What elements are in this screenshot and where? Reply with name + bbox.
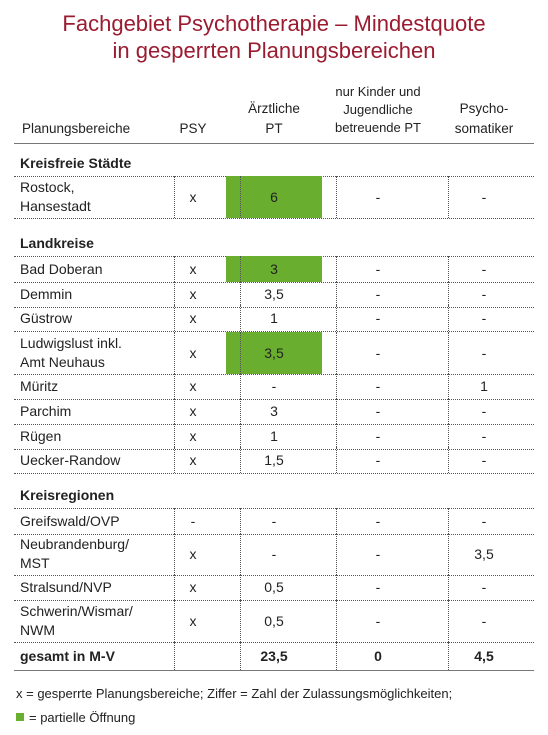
row-psy: x xyxy=(189,309,197,326)
row-psychosomatiker: 1 xyxy=(480,377,488,394)
column-divider xyxy=(336,373,337,399)
column-divider xyxy=(240,600,241,642)
header-planungsbereiche: Planungsbereiche xyxy=(22,121,131,136)
column-divider xyxy=(240,373,241,399)
row-psy: x xyxy=(189,260,197,277)
section-label xyxy=(14,230,534,256)
column-divider xyxy=(448,574,449,600)
row-kinder-pt: - xyxy=(375,188,381,205)
table-row xyxy=(14,373,534,399)
header-kinder-line: nur Kinder und xyxy=(335,84,421,99)
row-psy: x xyxy=(189,285,197,302)
column-divider xyxy=(174,305,175,331)
column-divider xyxy=(240,447,241,473)
row-psychosomatiker: - xyxy=(481,612,487,629)
footer-legend: x = gesperrte Planungsbereiche; Ziffer = Zahl der Zulassungsmöglichkeiten; xyxy=(16,686,453,701)
row-psy: x xyxy=(189,427,197,444)
table-row xyxy=(14,533,534,575)
row-aerztliche-pt: 0,5 xyxy=(264,578,284,595)
column-divider xyxy=(174,642,175,670)
header-aerztliche-pt-line: Ärztliche xyxy=(248,101,300,116)
row-planungsbereich: Rostock, Hansestadt xyxy=(20,179,91,214)
row-planungsbereich: Parchim xyxy=(20,402,72,419)
row-kinder-pt: - xyxy=(375,344,381,361)
column-divider xyxy=(448,281,449,307)
row-psychosomatiker: - xyxy=(481,578,487,595)
row-kinder-pt: - xyxy=(375,285,381,302)
column-divider xyxy=(336,508,337,534)
column-divider xyxy=(448,600,449,642)
row-planungsbereich: Ludwigslust inkl. Amt Neuhaus xyxy=(20,335,122,370)
row-planungsbereich: Stralsund/NVP xyxy=(20,578,112,595)
row-kinder-pt: - xyxy=(375,612,381,629)
table-row xyxy=(14,281,534,307)
header-psychosomatiker-line: somatiker xyxy=(454,121,514,136)
row-psychosomatiker: - xyxy=(481,285,487,302)
row-psychosomatiker: - xyxy=(481,512,487,529)
table-row xyxy=(14,600,534,642)
row-aerztliche-pt: 1 xyxy=(270,309,278,326)
row-kinder-pt: - xyxy=(375,377,381,394)
row-kinder-pt: - xyxy=(375,427,381,444)
title-line-2: in gesperrten Planungsbereichen xyxy=(112,38,436,63)
column-divider xyxy=(174,423,175,449)
header-psychosomatiker xyxy=(434,101,534,137)
column-divider xyxy=(240,305,241,331)
row-psy: - xyxy=(190,512,196,529)
table-bottom-rule xyxy=(14,670,534,671)
column-divider xyxy=(240,574,241,600)
column-divider xyxy=(336,574,337,600)
column-divider xyxy=(174,508,175,534)
column-divider xyxy=(336,305,337,331)
column-divider xyxy=(336,533,337,575)
column-divider xyxy=(174,256,175,282)
column-divider xyxy=(448,508,449,534)
row-planungsbereich: Uecker-Randow xyxy=(20,451,121,468)
table-row xyxy=(14,176,534,218)
column-divider xyxy=(174,332,175,374)
column-divider xyxy=(240,256,241,282)
total-label: gesamt in M-V xyxy=(20,648,115,664)
row-psy: x xyxy=(189,402,197,419)
row-psy: x xyxy=(189,451,197,468)
total-psy xyxy=(160,642,226,670)
row-planungsbereich: Bad Doberan xyxy=(20,260,103,277)
column-divider xyxy=(240,281,241,307)
row-aerztliche-pt: 1,5 xyxy=(264,451,284,468)
table-row xyxy=(14,447,534,473)
row-psy: x xyxy=(189,612,197,629)
column-divider xyxy=(174,600,175,642)
table-row xyxy=(14,305,534,331)
section-label xyxy=(14,482,534,508)
column-divider xyxy=(336,600,337,642)
row-kinder-pt: - xyxy=(375,260,381,277)
column-divider xyxy=(336,642,337,670)
column-divider xyxy=(174,281,175,307)
row-psychosomatiker: - xyxy=(481,188,487,205)
row-kinder-pt: - xyxy=(375,578,381,595)
column-divider xyxy=(240,508,241,534)
column-divider xyxy=(448,176,449,218)
row-kinder-pt: - xyxy=(375,402,381,419)
row-psychosomatiker: 3,5 xyxy=(474,545,494,562)
row-aerztliche-pt: 0,5 xyxy=(264,612,284,629)
title-line-1: Fachgebiet Psychotherapie – Mindestquote xyxy=(62,11,486,36)
row-aerztliche-pt: 3,5 xyxy=(264,285,284,302)
row-psy: x xyxy=(189,545,197,562)
column-divider xyxy=(448,398,449,424)
row-psy: x xyxy=(189,578,197,595)
row-separator xyxy=(14,473,534,474)
header-aerztliche-pt-line: PT xyxy=(265,121,283,136)
row-psychosomatiker: - xyxy=(481,451,487,468)
column-divider xyxy=(240,176,241,218)
row-planungsbereich: Müritz xyxy=(20,377,59,394)
row-kinder-pt: - xyxy=(375,309,381,326)
row-planungsbereich: Demmin xyxy=(20,285,73,302)
row-psy: x xyxy=(189,377,197,394)
row-psychosomatiker: - xyxy=(481,402,487,419)
row-aerztliche-pt: 1 xyxy=(270,427,278,444)
column-divider xyxy=(448,305,449,331)
row-aerztliche-pt: 3 xyxy=(270,402,278,419)
column-divider xyxy=(336,398,337,424)
column-divider xyxy=(448,373,449,399)
row-aerztliche-pt: - xyxy=(271,545,277,562)
footer-highlight-legend xyxy=(16,710,135,725)
row-aerztliche-pt: 3,5 xyxy=(226,332,322,374)
column-divider xyxy=(448,423,449,449)
table-row xyxy=(14,574,534,600)
column-divider xyxy=(174,373,175,399)
row-kinder-pt: - xyxy=(375,451,381,468)
column-divider xyxy=(174,398,175,424)
total-aerztliche-pt: 23,5 xyxy=(260,648,288,664)
column-divider xyxy=(174,447,175,473)
row-aerztliche-pt: 3 xyxy=(226,256,322,282)
row-separator xyxy=(14,218,534,219)
total-row xyxy=(14,642,534,670)
row-kinder-pt: - xyxy=(375,512,381,529)
page-title xyxy=(0,10,548,64)
table-row xyxy=(14,423,534,449)
header-kinder-line: Jugendliche xyxy=(343,102,413,117)
column-divider xyxy=(336,332,337,374)
row-psy: x xyxy=(189,188,197,205)
row-planungsbereich: Schwerin/Wismar/ NWM xyxy=(20,603,133,638)
row-aerztliche-pt: - xyxy=(271,512,277,529)
column-divider xyxy=(174,176,175,218)
column-divider xyxy=(240,533,241,575)
row-psy: x xyxy=(189,344,197,361)
header-aerztliche-pt xyxy=(226,101,322,137)
column-divider xyxy=(174,574,175,600)
table-row xyxy=(14,332,534,374)
column-divider xyxy=(336,447,337,473)
row-psychosomatiker: - xyxy=(481,427,487,444)
column-divider xyxy=(240,398,241,424)
header-kinder-line: betreuende PT xyxy=(334,120,421,135)
column-divider xyxy=(448,642,449,670)
column-divider xyxy=(240,332,241,374)
row-psychosomatiker: - xyxy=(481,344,487,361)
green-square-icon xyxy=(16,713,24,721)
section-label-text: Landkreise xyxy=(20,235,94,251)
column-divider xyxy=(174,533,175,575)
row-psychosomatiker: - xyxy=(481,309,487,326)
section-label xyxy=(14,150,534,176)
row-kinder-pt: - xyxy=(375,545,381,562)
total-kinder-pt: 0 xyxy=(374,648,382,664)
row-planungsbereich: Neubrandenburg/ MST xyxy=(20,536,129,571)
column-divider xyxy=(336,423,337,449)
header-psy: PSY xyxy=(179,121,207,136)
table-row xyxy=(14,508,534,534)
row-aerztliche-pt: - xyxy=(271,377,277,394)
table-row xyxy=(14,398,534,424)
column-divider xyxy=(448,256,449,282)
column-divider xyxy=(448,533,449,575)
total-psychosomatiker: 4,5 xyxy=(474,648,494,664)
row-planungsbereich: Rügen xyxy=(20,427,62,444)
column-divider xyxy=(336,176,337,218)
column-divider xyxy=(448,447,449,473)
column-divider xyxy=(336,281,337,307)
header-psychosomatiker-line: Psycho- xyxy=(459,101,509,116)
row-planungsbereich: Güstrow xyxy=(20,309,73,326)
column-divider xyxy=(240,423,241,449)
column-divider xyxy=(240,642,241,670)
row-planungsbereich: Greifswald/OVP xyxy=(20,512,120,529)
column-divider xyxy=(448,332,449,374)
header-rule xyxy=(14,143,534,144)
section-label-text: Kreisregionen xyxy=(20,487,115,503)
section-label-text: Kreisfreie Städte xyxy=(20,155,132,171)
row-aerztliche-pt: 6 xyxy=(226,176,322,218)
table-row xyxy=(14,256,534,282)
header-kinder-jugendliche xyxy=(316,84,440,136)
row-psychosomatiker: - xyxy=(481,260,487,277)
footer-highlight-text: = partielle Öffnung xyxy=(29,710,136,725)
column-divider xyxy=(336,256,337,282)
